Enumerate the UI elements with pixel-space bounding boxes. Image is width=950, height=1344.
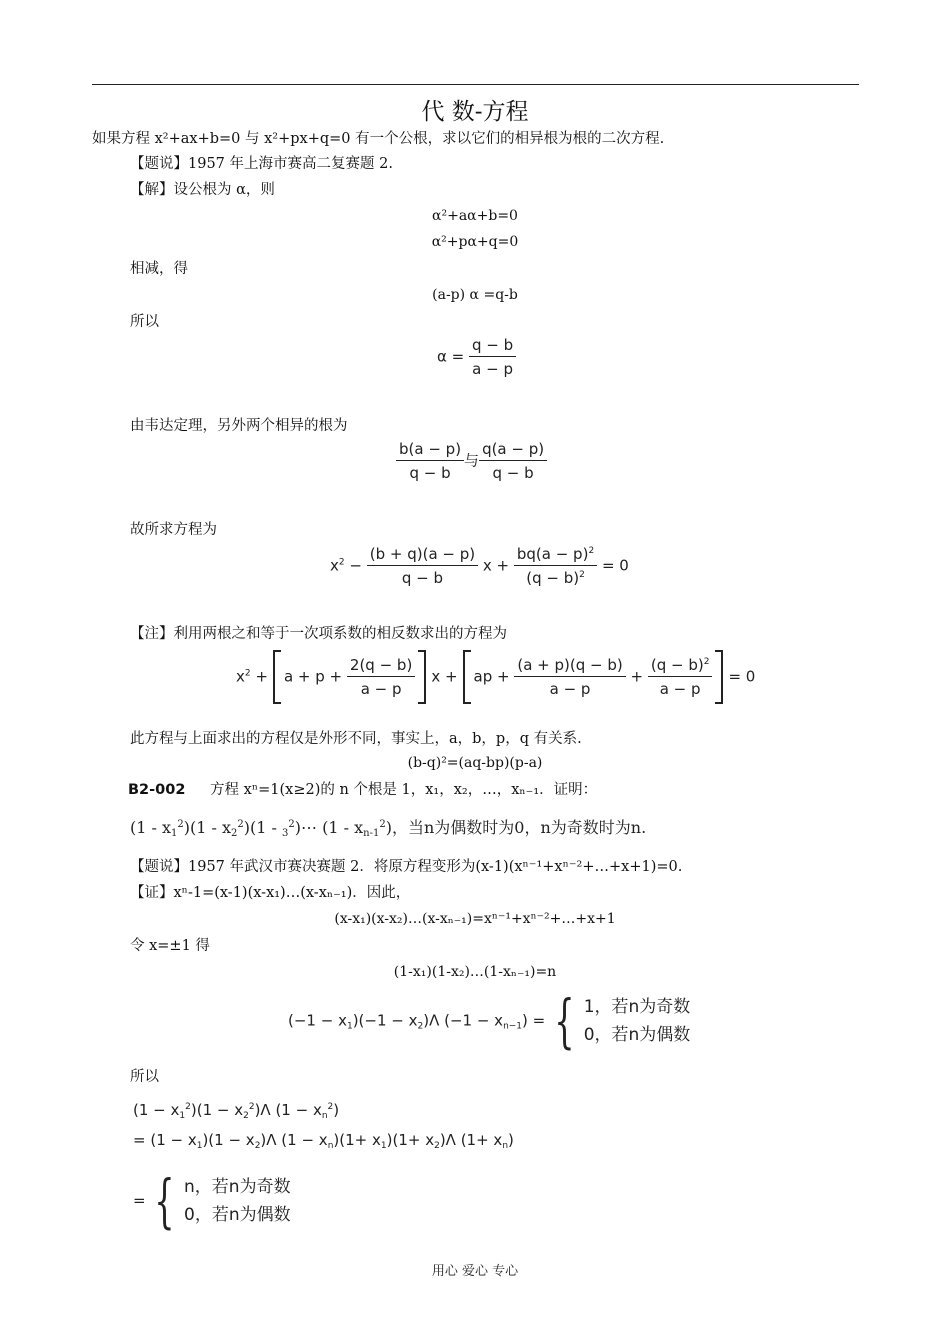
page-footer: 用心 爱心 专心 — [431, 1264, 519, 1279]
problem2-claim: $(1 - x_1^2)(1 - x_2^2)(1$ - $_3^2$)⋯ $(1 - x_{n-1}^2)$，当n为偶数时为0，n为奇数时为n. — [130, 818, 647, 839]
header-rule — [92, 84, 859, 85]
problem2-line — [128, 780, 597, 800]
equation-x-one: (1-x₁)(1-x₂)…(1-xₙ₋₁)=n — [393, 964, 557, 980]
equation-alpha: α = $\frac{q - b}{a - p}$ — [437, 336, 516, 378]
problem1-source: 【题说】1957 年上海市赛高二复赛题 2. — [130, 156, 393, 172]
problem2-source: 【题说】1957 年武汉市赛决赛题 2．将原方程变形为(x-1)(xⁿ⁻¹+xⁿ⁻²+…+x+1)=0. — [130, 859, 683, 875]
remark-text: 此方程与上面求出的方程仅是外形不同，事实上，a，b，p，q 有关系. — [130, 731, 582, 747]
equation-product-line2: = $(1 - x_1)(1 - x_2)\Lambda$ $(1 - x_n)(1+ x_1)(1+ x_2)\Lambda$ $(1+ x_n)$ — [133, 1131, 514, 1151]
subtract-text: 相减，得 — [130, 261, 188, 277]
equation-common-root-1: α²+aα+b=0 — [432, 208, 518, 224]
problem1-solution-intro: 【解】设公根为 α，则 — [130, 182, 275, 198]
equation-x-minus-one: $(-1 - x_1)(-1 - x_2)\Lambda$ $(-1 - x_{n-1})$ = { 1，若n为奇数 0，若n为偶数 — [288, 987, 691, 1055]
problem2-id: B2-002 — [128, 782, 186, 798]
equation-final: $x^2$ − $\frac{(b + q)(a - p)}{q - b}$ x + $\frac{bq(a - p)^2}{(q - b)^2}$ = 0 — [330, 545, 629, 587]
page-title: 代 数-方程 — [421, 99, 529, 125]
equation-factor: (x-x₁)(x-x₂)…(x-xₙ₋₁)=xⁿ⁻¹+xⁿ⁻²+…+x+1 — [334, 911, 616, 927]
relation-equation: (b-q)²=(aq-bp)(p-a) — [407, 755, 543, 771]
so-text-1: 所以 — [130, 314, 159, 330]
note-text: 【注】利用两根之和等于一次项系数的相反数求出的方程为 — [130, 626, 507, 642]
equation-common-root-2: α²+pα+q=0 — [431, 234, 519, 250]
equation-product-cases: = { n，若n为奇数 0，若n为偶数 — [133, 1167, 291, 1235]
vieta-text: 由韦达定理，另外两个相异的根为 — [130, 418, 348, 434]
equation-product-line1: $(1 - x_1^2)(1 - x_2^2)\Lambda$ $(1 - x_n^2)$ — [133, 1101, 340, 1121]
problem1-statement: 如果方程 x²+ax+b=0 与 x²+px+q=0 有一个公根，求以它们的相异根为根的二次方程. — [92, 131, 665, 147]
equation-difference: (a-p) α =q-b — [432, 287, 518, 303]
required-text: 故所求方程为 — [130, 522, 217, 538]
so-text-2: 所以 — [130, 1069, 159, 1085]
equation-other-roots: $\frac{b(a - p)}{q - b}$ 与 $\frac{q(a - p)}{q - b}$ — [396, 440, 547, 482]
problem2-statement: 方程 xⁿ=1(x≥2)的 n 个根是 1，x₁，x₂，…，xₙ₋₁．证明： — [210, 782, 598, 798]
let-x-text: 令 x=±1 得 — [130, 938, 210, 954]
equation-note: $x^2 + a + p$ + $\frac{2(q - b)}{a - p}$ x + ap + $\frac{(a + p)(q - b)}{a - p}$ + $\frac{(q - b)^2}{a - p}$ = 0 — [236, 650, 755, 704]
proof-intro: 【证】xⁿ-1=(x-1)(x-x₁)…(x-xₙ₋₁)．因此， — [130, 885, 411, 901]
